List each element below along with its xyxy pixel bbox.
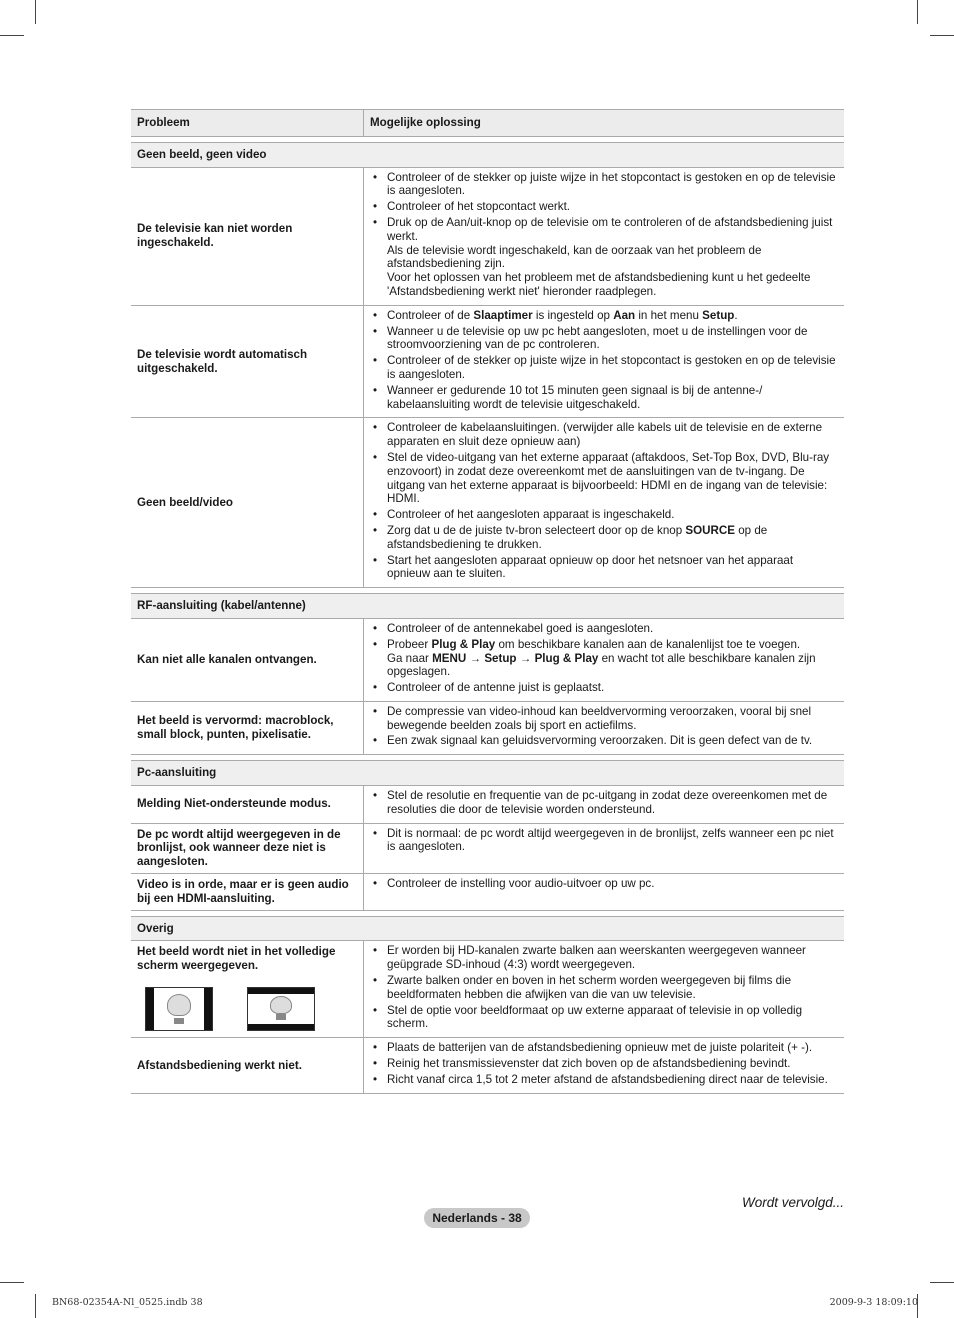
solution-item: • Zorg dat u de de juiste tv-bron selecteert door op de knop SOURCE op de afstandsbediening te drukken. — [370, 524, 838, 552]
solution-item: • Richt vanaf circa 1,5 tot 2 meter afstand de afstandsbediening direct naar de televisie. — [370, 1073, 838, 1087]
solution-list — [370, 944, 838, 1031]
solution-item: • Stel de video-uitgang van het externe apparaat (aftakdoos, Set-Top Box, DVD, Blu-ray enzovoort) in zodat deze overeenkomt met de aansluitingen van de tv-ingang. De uitgang van het externe apparaat is bijvoorbeeld: HDMI en de ingang van de televisie: HDMI. — [370, 451, 838, 506]
page-number-badge: Nederlands - 38 — [424, 1208, 530, 1228]
print-date-info: 2009-9-3 18:09:10 — [829, 1297, 918, 1308]
solution-item: • Controleer de instelling voor audio-uitvoer op uw pc. — [370, 877, 838, 891]
solution-cell — [364, 941, 844, 1037]
solution-cell — [364, 824, 844, 873]
continued-note: Wordt vervolgd... — [741, 1195, 844, 1210]
solution-cell — [364, 168, 844, 305]
table-row — [131, 874, 844, 911]
problem-cell — [131, 702, 364, 754]
solution-list — [370, 705, 838, 748]
header-problem: Probleem — [131, 110, 364, 136]
section-title: Geen beeld, geen video — [131, 143, 844, 168]
solution-list — [370, 789, 838, 817]
crop-mark — [35, 1294, 36, 1318]
table-row — [131, 418, 844, 588]
crop-mark — [35, 0, 36, 24]
problem-text: Het beeld is vervormd: macroblock, small block, punten, pixelisatie. — [137, 714, 334, 742]
table-row — [131, 306, 844, 419]
problem-cell — [131, 874, 364, 910]
solution-item: • De compressie van video-inhoud kan beeldvervorming veroorzaken, vooral bij snel bewegende beelden zoals bij sport en actiefilms. — [370, 705, 838, 733]
solution-item: • Een zwak signaal kan geluidsvervorming veroorzaken. Dit is geen defect van de tv. — [370, 734, 838, 748]
problem-text: Video is in orde, maar er is geen audio bij een HDMI-aansluiting. — [137, 878, 349, 905]
solution-item: • Zwarte balken onder en boven in het scherm worden weergegeven bij films die beeldformaten hebben die afwijken van die van uw televisie. — [370, 974, 838, 1002]
crop-mark — [930, 35, 954, 36]
problem-text: Melding Niet-ondersteunde modus. — [137, 797, 331, 811]
solution-cell — [364, 619, 844, 701]
crop-mark — [0, 1282, 24, 1283]
table-header — [131, 110, 844, 137]
header-solution: Mogelijke oplossing — [370, 116, 481, 129]
solution-item: • Start het aangesloten apparaat opnieuw op door het netsnoer van het apparaat opnieuw aan te sluiten. — [370, 554, 838, 582]
section-title: Pc-aansluiting — [131, 761, 844, 786]
solution-item: • Controleer de kabelaansluitingen. (verwijder alle kabels uit de televisie en de externe apparaten en sluit deze opnieuw aan) — [370, 421, 838, 449]
solution-list — [370, 171, 838, 299]
solution-list — [370, 622, 838, 695]
screen-format-illustrations — [145, 987, 357, 1031]
solution-item: • Controleer of het aangesloten apparaat is ingeschakeld. — [370, 508, 838, 522]
solution-item: • Stel de optie voor beeldformaat op uw externe apparaat of televisie in op volledig scherm. — [370, 1004, 838, 1032]
problem-text: De televisie kan niet worden ingeschakeld. — [137, 222, 293, 250]
solution-item: • Er worden bij HD-kanalen zwarte balken aan weerskanten weergegeven wanneer geüpgrade SD-inhoud (4:3) wordt weergegeven. — [370, 944, 838, 972]
solution-cell — [364, 1038, 844, 1092]
problem-cell — [131, 941, 364, 1037]
table-row — [131, 168, 844, 306]
problem-cell — [131, 306, 364, 418]
solution-item: • Reinig het transmissievenster dat zich boven op de afstandsbediening bevindt. — [370, 1057, 838, 1071]
section-title: Overig — [131, 917, 844, 942]
problem-text: Het beeld wordt niet in het volledige scherm weergegeven. — [137, 945, 336, 973]
pillarbox-screen-image — [145, 987, 213, 1031]
solution-item: • Controleer of de stekker op juiste wijze in het stopcontact is gestoken en op de televisie is aangesloten. — [370, 354, 838, 382]
solution-item: • Controleer of de antenne juist is geplaatst. — [370, 681, 838, 695]
crop-mark — [0, 35, 24, 36]
solution-item: • Controleer of het stopcontact werkt. — [370, 200, 838, 214]
table-row — [131, 941, 844, 1038]
problem-cell — [131, 786, 364, 823]
solution-cell — [364, 306, 844, 418]
solution-item: • Plaats de batterijen van de afstandsbediening opnieuw met de juiste polariteit (+ -). — [370, 1041, 838, 1055]
solution-list — [370, 1041, 838, 1086]
crop-mark — [930, 1282, 954, 1283]
letterbox-screen-image — [247, 987, 315, 1031]
solution-item: • Controleer of de antennekabel goed is aangesloten. — [370, 622, 838, 636]
crop-mark — [917, 0, 918, 24]
solution-item: • Wanneer u de televisie op uw pc hebt aangesloten, moet u de instellingen voor de stroomvoorziening van de pc controleren. — [370, 325, 838, 353]
solution-cell — [364, 874, 844, 910]
table-row — [131, 824, 844, 874]
problem-cell — [131, 168, 364, 305]
problem-text: De pc wordt altijd weergegeven in de bronlijst, ook wanneer deze niet is aangesloten. — [137, 827, 341, 869]
problem-text: Geen beeld/video — [137, 495, 233, 509]
problem-cell — [131, 1038, 364, 1092]
solution-item: • Stel de resolutie en frequentie van de pc-uitgang in zodat deze overeenkomen met de resoluties die door de televisie worden ondersteund. — [370, 789, 838, 817]
problem-text: Afstandsbediening werkt niet. — [137, 1058, 302, 1072]
section-title: RF-aansluiting (kabel/antenne) — [131, 594, 844, 619]
solution-item: • Dit is normaal: de pc wordt altijd weergegeven in de bronlijst, zelfs wanneer een pc niet is aangesloten. — [370, 827, 838, 855]
solution-item: • Druk op de Aan/uit-knop op de televisie om te controleren of de afstandsbediening juist werkt. Als de televisie wordt ingeschakeld, kan de oorzaak van het probleem de afstandsbediening zijn. Voor het oplossen van het probleem met de afstandsbediening kunt u het gedeelte 'Afstandsbediening werkt niet' hieronder raadplegen. — [370, 216, 838, 299]
problem-text: De televisie wordt automatisch uitgeschakeld. — [137, 347, 308, 375]
problem-text: Kan niet alle kanalen ontvangen. — [137, 653, 317, 666]
table-row — [131, 1038, 844, 1093]
print-file-info: BN68-02354A-Nl_0525.indb 38 — [52, 1297, 203, 1308]
problem-cell — [131, 619, 364, 701]
solution-item: • Probeer Plug & Play om beschikbare kanalen aan de kanalenlijst toe te voegen. Ga naar MENU → Setup → Plug & Play en wacht tot alle beschikbare kanalen zijn opgeslagen. — [370, 638, 838, 679]
solution-item: • Controleer of de Slaaptimer is ingesteld op Aan in het menu Setup. — [370, 309, 838, 323]
table-row — [131, 619, 844, 702]
solution-cell — [364, 702, 844, 754]
solution-cell — [364, 786, 844, 823]
solution-cell — [364, 418, 844, 587]
solution-list — [370, 421, 838, 581]
solution-list — [370, 827, 838, 855]
solution-item: • Wanneer er gedurende 10 tot 15 minuten geen signaal is bij de antenne-/ kabelaansluiting wordt de televisie uitgeschakeld. — [370, 384, 838, 412]
solution-list — [370, 309, 838, 412]
problem-cell — [131, 418, 364, 587]
troubleshooting-table — [131, 109, 844, 1094]
table-row — [131, 702, 844, 755]
table-row — [131, 786, 844, 824]
solution-list — [370, 877, 838, 891]
solution-item: • Controleer of de stekker op juiste wijze in het stopcontact is gestoken en op de televisie is aangesloten. — [370, 171, 838, 199]
problem-cell — [131, 824, 364, 873]
